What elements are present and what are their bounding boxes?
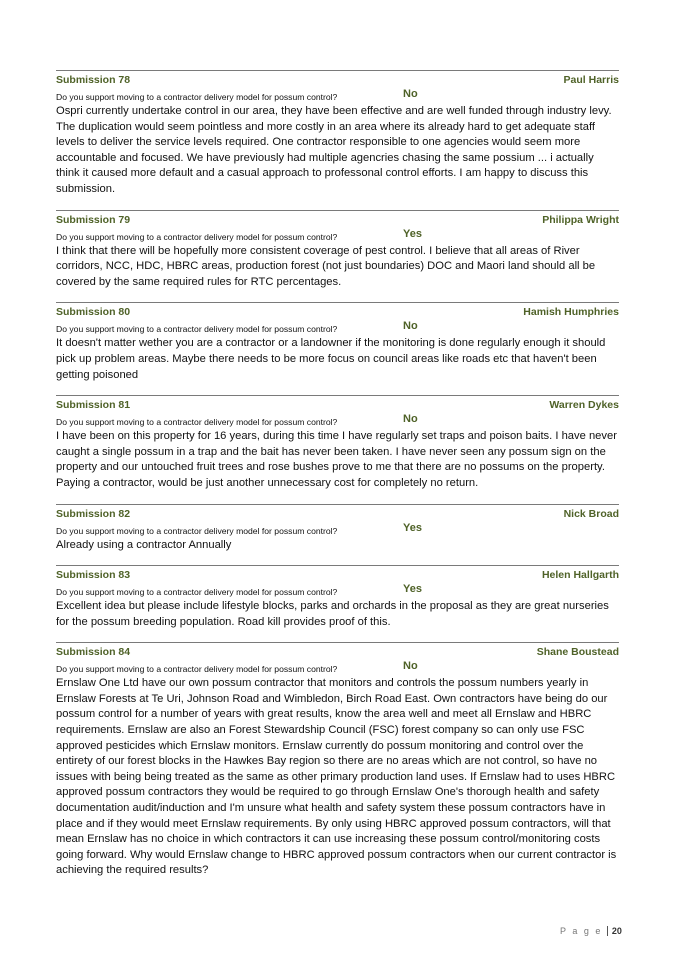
- submission-text: I have been on this property for 16 years, during this time I have regularly set traps and poison baits. I have never caught a single possum in a trap and the bait has never been taken. I have never seen any possum sign on the property and our untouched fruit trees and rose bushes prove to me that there are no possums on the property. Paying a contractor, would be just another unnecessary cost for completely no return.: [56, 430, 617, 489]
- question-text: Do you support moving to a contractor delivery model for possum control?: [56, 92, 338, 102]
- submitter-name: Nick Broad: [563, 507, 619, 520]
- submission-number: Submission 84: [56, 646, 131, 659]
- submission-text: Ernslaw One Ltd have our own possum contractor that monitors and controls the possum numbers yearly in Ernslaw Forests at Te Uri, Johnson Road and Wimbledon, Birch Road East. Own contractors have being do our possum control for a number of years with great results, know the area well and meet all Ernslaw and HBRC requirements. Ernslaw are also an Forest Stewardship Council (FSC) forest company so can only use FSC approved pesticides which Ernslaw monitors. Ernslaw currently do possum monitoring and control over the entirety of our forest blocks in the Hawkes Bay region so there are no areas which are not control, so have no issues with being being treated as the same as other primary production land uses. If Ernslaw had to uses HBRC approved possum contractors they would be required to go through Ernslaw One's thorough health and safety documentation audit/induction and I'm unsure what health and safety system these possum contractors have in place and if they would meet Ernslaw requirements. By only using HBRC approved possum contractors, will that mean Ernslaw has no choice in which contractors it can use increasing these possum control/monitoring costs going forward. Why would Ernslaw change to HBRC approved possum contractors when our current contractor is achieving the required results?: [56, 677, 617, 877]
- submission-text: Ospri currently undertake control in our area, they have been effective and are well funded through industry levy. The duplication would seem pointless and more costly in an area where its already hard to get adequate staff levels to deliver the service levels required. One contractor responsible to one agencies would seem more accountable and focused. We have previously had multiple agencries chasing the same possium ... i actually think it caused more default and a casual approach to professonal control efforts. I am happy to discuss this submission.: [56, 105, 612, 195]
- submission-block: [56, 642, 619, 879]
- submission-text: I think that there will be hopefully more consistent coverage of pest control. I believe that all areas of River corridors, NCC, HDC, HBRC areas, production forest (not just boundaries) DOC and Maori land should all be covered by the same required rules for RTC percentages.: [56, 244, 596, 288]
- submitter-name: Paul Harris: [563, 74, 619, 86]
- submitter-name: Helen Hallgarth: [541, 569, 619, 582]
- submission-number: Submission 81: [56, 399, 131, 412]
- answer: Yes: [403, 521, 422, 534]
- page-footer: [560, 926, 630, 936]
- question-text: Do you support moving to a contractor delivery model for possum control?: [56, 231, 338, 242]
- submission-text: It doesn't matter wether you are a contractor or a landowner if the monitoring is done regularly enough it should pick up problem areas. Maybe there needs to be more focus on council areas like roads etc that haven't been getting poisoned: [56, 337, 606, 381]
- submitter-name: Hamish Humphries: [523, 306, 619, 319]
- submitter-name: Shane Boustead: [536, 646, 619, 659]
- question-text: Do you support moving to a contractor delivery model for possum control?: [56, 324, 338, 335]
- question-text: Do you support moving to a contractor delivery model for possum control?: [56, 525, 338, 536]
- submitter-name: Warren Dykes: [549, 399, 619, 412]
- submission-block: [56, 395, 619, 491]
- answer: No: [403, 88, 418, 100]
- submission-text: Excellent idea but please include lifestyle blocks, parks and orchards in the proposal as they are great nurseries for the possum breeding population. Road kill provides proof of this.: [56, 600, 609, 628]
- submission-block: [56, 70, 619, 198]
- submission-number: Submission 78: [56, 74, 131, 86]
- page-number: 20: [607, 926, 622, 936]
- question-text: Do you support moving to a contractor delivery model for possum control?: [56, 417, 338, 428]
- submission-block: [56, 302, 619, 383]
- submission-number: Submission 82: [56, 507, 131, 520]
- submission-number: Submission 83: [56, 569, 131, 582]
- submission-block: [56, 210, 619, 291]
- submissions-list: [56, 70, 619, 891]
- answer: Yes: [403, 227, 422, 240]
- question-text: Do you support moving to a contractor delivery model for possum control?: [56, 664, 338, 675]
- answer: Yes: [403, 583, 422, 596]
- question-text: Do you support moving to a contractor delivery model for possum control?: [56, 587, 338, 598]
- submission-block: [56, 565, 619, 630]
- submitter-name: Philippa Wright: [542, 213, 619, 226]
- submission-block: [56, 504, 619, 554]
- submission-text: Already using a contractor Annually: [56, 538, 232, 551]
- answer: No: [403, 320, 418, 333]
- answer: No: [403, 413, 418, 426]
- submission-number: Submission 79: [56, 213, 131, 226]
- answer: No: [403, 660, 418, 673]
- page-label: P a g e: [560, 926, 603, 936]
- submission-number: Submission 80: [56, 306, 131, 319]
